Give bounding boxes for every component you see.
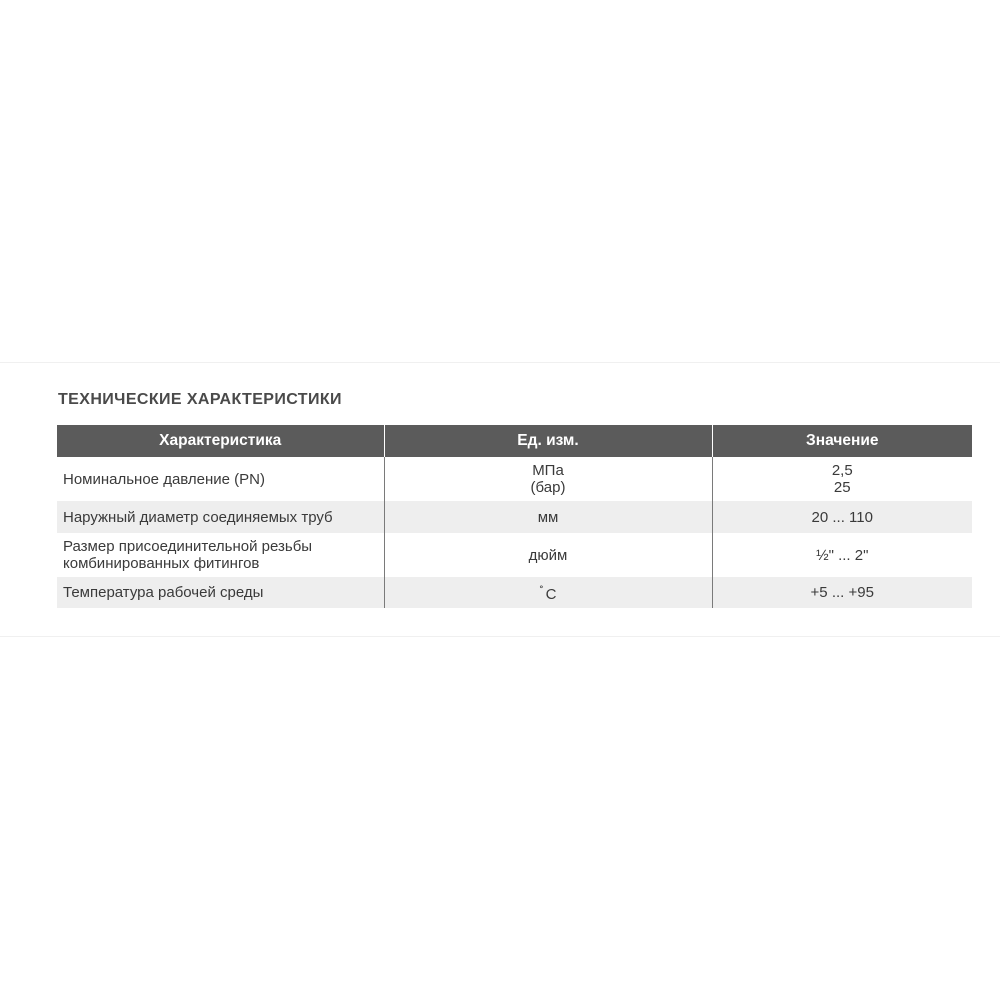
row-unit-line [391, 583, 706, 603]
table-row [57, 533, 972, 577]
row-name-pressure [57, 457, 384, 501]
row-name-diameter [57, 501, 384, 533]
row-value-line: 25 [833, 479, 851, 496]
celsius-unit: C [545, 585, 557, 603]
row-value-line: +5 ... +95 [810, 584, 874, 601]
row-unit-line: дюйм [528, 546, 568, 564]
row-name-temperature [57, 577, 384, 608]
row-value-temperature [712, 577, 972, 608]
row-name-line: комбинированных фитингов [63, 555, 260, 572]
row-unit-temperature [384, 577, 712, 608]
row-unit-pressure [384, 457, 712, 501]
row-unit-line: мм [537, 508, 559, 526]
row-value-pressure [712, 457, 972, 501]
row-value-line: 20 ... 110 [811, 508, 873, 526]
row-name-thread [57, 533, 384, 577]
table-row [57, 501, 972, 533]
row-value-thread [712, 533, 972, 577]
row-unit-thread [384, 533, 712, 577]
table-row [57, 457, 972, 501]
table-row [57, 577, 972, 608]
row-value-line: 2,5 [831, 462, 853, 479]
row-name-line: Номинальное давление (PN) [63, 470, 266, 488]
row-unit-line: (бар) [530, 479, 566, 496]
spec-table [57, 425, 972, 608]
row-name-line: Размер присоединительной резьбы [63, 538, 313, 555]
row-name-line: Температура рабочей среды [63, 584, 264, 601]
row-unit-line: МПа [532, 462, 564, 479]
row-name-line: Наружный диаметр соединяемых труб [63, 508, 333, 526]
table-header-row [57, 425, 972, 457]
section-title: ТЕХНИЧЕСКИЕ ХАРАКТЕРИСТИКИ [58, 391, 342, 408]
header-unit: Ед. изм. [384, 425, 712, 457]
row-value-line: ½" ... 2" [816, 546, 869, 564]
row-unit-diameter [384, 501, 712, 533]
header-value: Значение [712, 425, 972, 457]
header-characteristic: Характеристика [57, 425, 384, 457]
degree-sign: ˚ [539, 583, 544, 598]
row-value-diameter [712, 501, 972, 533]
